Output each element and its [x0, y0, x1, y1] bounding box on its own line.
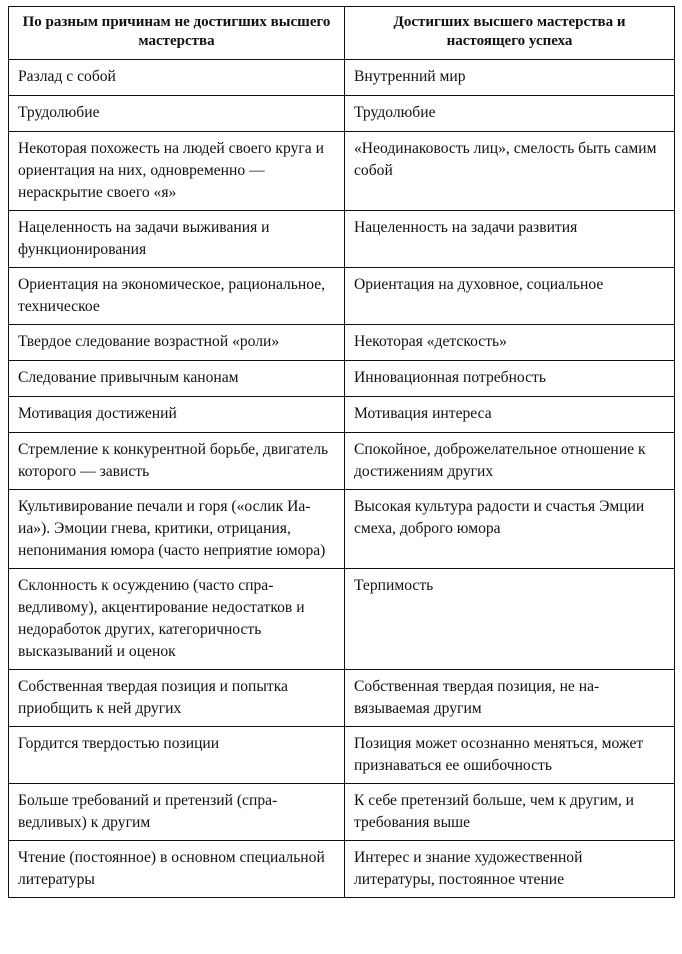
table-row: [9, 490, 675, 569]
table-row: [9, 96, 675, 132]
header-achieved: Достигших высшего мастерства и настоящего успеха: [345, 7, 675, 60]
cell-achieved: К себе претензий больше, чем к другим, и требования выше: [345, 784, 675, 841]
cell-not-achieved: Склонность к осуждению (часто справедливому), акцентирование недостатков и недоработок других, категоричность высказываний и оценок: [9, 569, 345, 670]
cell-achieved: Ориентация на духовное, социальное: [345, 268, 675, 325]
cell-not-achieved: Ориентация на экономическое, рациональное, техническое: [9, 268, 345, 325]
cell-achieved: Нацеленность на задачи развития: [345, 211, 675, 268]
table-row: [9, 569, 675, 670]
cell-not-achieved: Нацеленность на задачи выживания и функционирования: [9, 211, 345, 268]
cell-not-achieved: Культивирование печали и горя («ослик Иа-иа»). Эмоции гнева, критики, отрицания, непонимания юмора (часто неприятие юмора): [9, 490, 345, 569]
cell-achieved: Некоторая «детскость»: [345, 325, 675, 361]
cell-not-achieved: Собственная твердая позиция и попытка приобщить к ней других: [9, 670, 345, 727]
table-row: [9, 397, 675, 433]
cell-not-achieved: Разлад с собой: [9, 60, 345, 96]
comparison-table: [8, 6, 675, 898]
cell-not-achieved: Мотивация достижений: [9, 397, 345, 433]
cell-achieved: Инновационная потребность: [345, 361, 675, 397]
cell-achieved: Интерес и знание художественной литературы, постоянное чтение: [345, 841, 675, 898]
table-row: [9, 841, 675, 898]
cell-achieved: Терпимость: [345, 569, 675, 670]
cell-achieved: Высокая культура радости и счастья Эмции смеха, доброго юмора: [345, 490, 675, 569]
table-row: [9, 433, 675, 490]
table-row: [9, 361, 675, 397]
cell-not-achieved: Следование привычным канонам: [9, 361, 345, 397]
table-row: [9, 727, 675, 784]
header-not-achieved: По разным причинам не достигших высшего мастерства: [9, 7, 345, 60]
cell-achieved: Собственная твердая позиция, не навязываемая другим: [345, 670, 675, 727]
cell-not-achieved: Трудолюбие: [9, 96, 345, 132]
cell-achieved: Спокойное, доброжелательное отношение к достижениям других: [345, 433, 675, 490]
cell-achieved: Мотивация интереса: [345, 397, 675, 433]
cell-not-achieved: Твердое следование возрастной «роли»: [9, 325, 345, 361]
table-row: [9, 211, 675, 268]
cell-achieved: Трудолюбие: [345, 96, 675, 132]
cell-achieved: «Неодинаковость лиц», смелость быть самим собой: [345, 132, 675, 211]
cell-not-achieved: Гордится твердостью позиции: [9, 727, 345, 784]
cell-not-achieved: Стремление к конкурентной борьбе, двигатель которого — зависть: [9, 433, 345, 490]
table-row: [9, 784, 675, 841]
cell-achieved: Внутренний мир: [345, 60, 675, 96]
table-row: [9, 325, 675, 361]
table-row: [9, 268, 675, 325]
cell-not-achieved: Чтение (постоянное) в основном специальной литературы: [9, 841, 345, 898]
table-row: [9, 670, 675, 727]
table-row: [9, 132, 675, 211]
cell-not-achieved: Некоторая похожесть на людей своего круга и ориентация на них, одновременно — нераскрытие своего «я»: [9, 132, 345, 211]
cell-achieved: Позиция может осознанно меняться, может признаваться ее ошибочность: [345, 727, 675, 784]
cell-not-achieved: Больше требований и претензий (справедливых) к другим: [9, 784, 345, 841]
table-header-row: [9, 7, 675, 60]
comparison-table-container: [8, 6, 674, 898]
table-row: [9, 60, 675, 96]
